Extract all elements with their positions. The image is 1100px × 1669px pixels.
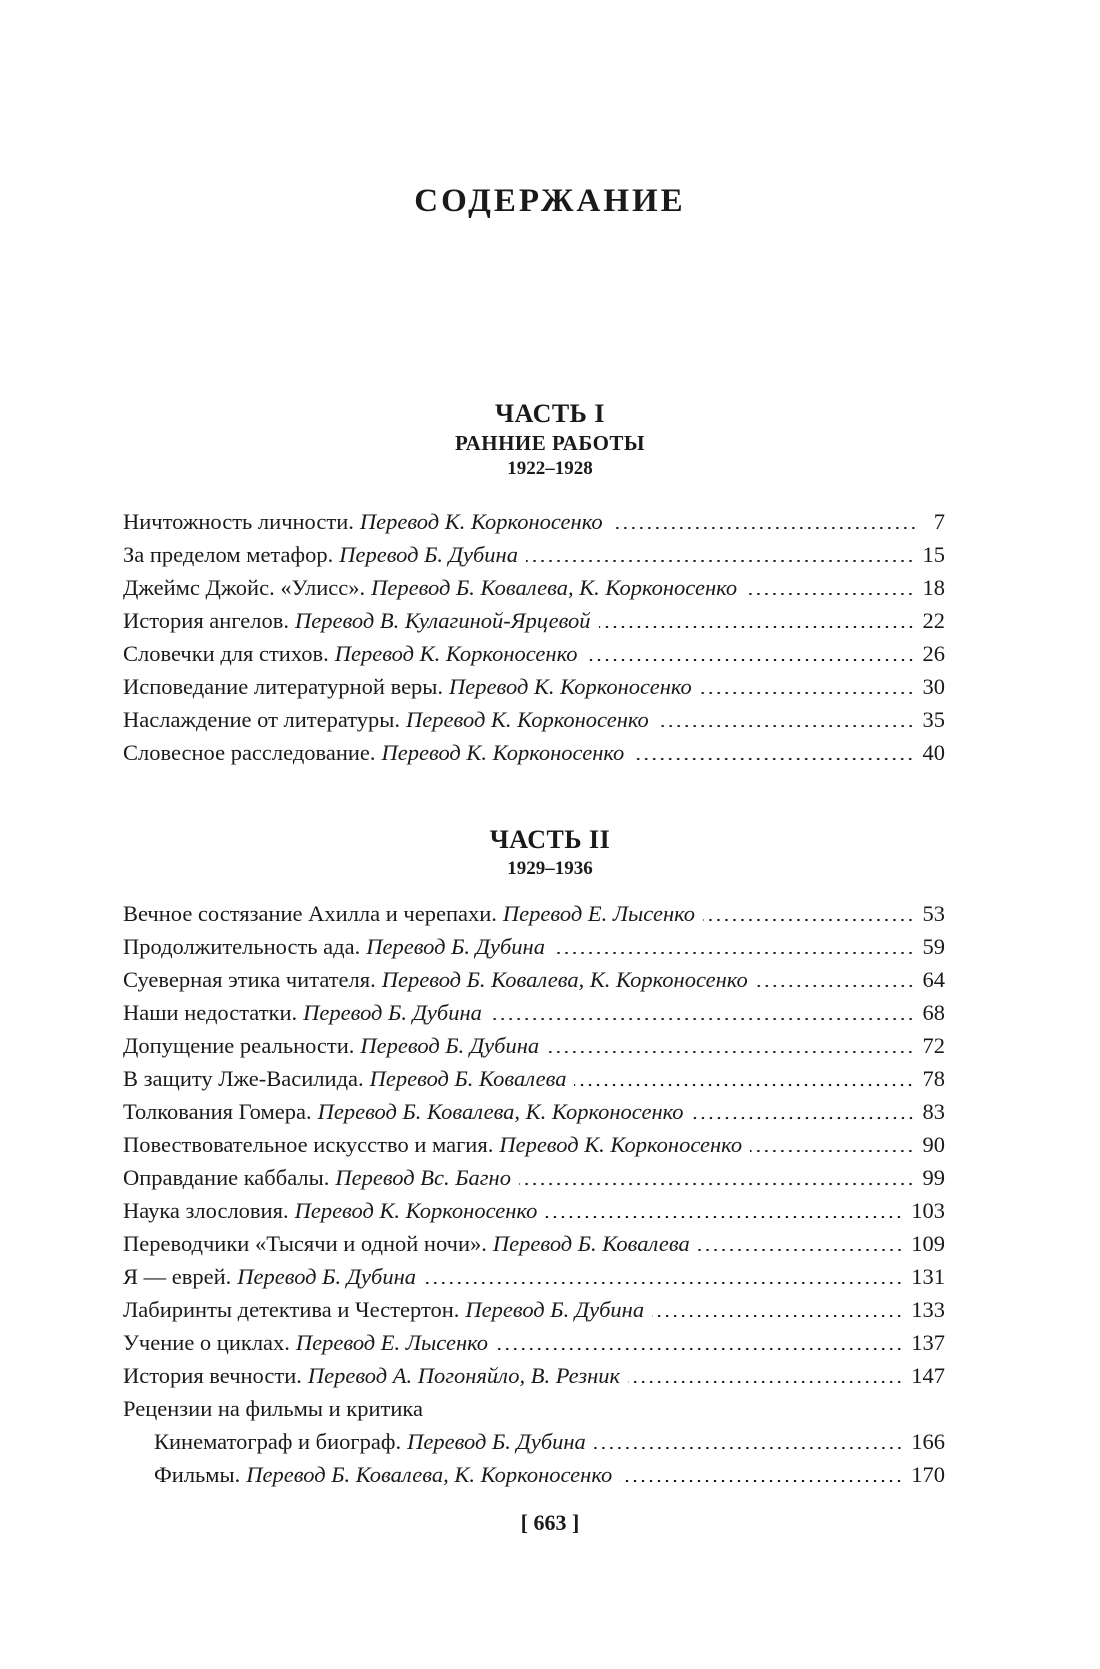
toc-entry[interactable] [123,1359,945,1392]
entry-title: Наши недостатки. [123,1000,298,1025]
toc-entry[interactable] [123,637,945,670]
dot-leader [424,1282,903,1284]
toc-entry[interactable] [123,1128,945,1161]
entry-page-number: 90 [922,1132,945,1157]
entry-page-number: 22 [922,608,945,633]
entry-page-number: 7 [933,509,945,534]
entry-translator: Перевод Б. Ковалева, К. Корконосенко [381,967,748,992]
entry-title: Переводчики «Тысячи и одной ночи». [123,1231,487,1256]
entry-translator: Перевод Б. Ковалева [369,1066,567,1091]
toc-entry[interactable] [123,1095,945,1128]
dot-leader [750,1150,914,1152]
toc-entry[interactable] [123,670,945,703]
entry-title: Словесное расследование. [123,740,376,765]
toc-entry[interactable] [123,996,945,1029]
dot-leader [526,560,915,562]
entry-title: За пределом метафор. [123,542,334,567]
entry-page-number: 170 [911,1462,945,1487]
entry-page-number: 133 [911,1297,945,1322]
entry-translator: Перевод Б. Дубина [366,934,545,959]
dot-leader [545,1216,903,1218]
toc-entry[interactable] [123,703,945,736]
entry-title: История ангелов. [123,608,289,633]
toc-entry[interactable] [123,1326,945,1359]
dot-leader [745,593,914,595]
toc-entry[interactable] [123,1161,945,1194]
toc-entry[interactable] [123,1062,945,1095]
toc-entry[interactable] [123,1260,945,1293]
entry-title: Наслаждение от литературы. [123,707,401,732]
dot-leader [496,1348,903,1350]
entry-title: Фильмы. [154,1462,241,1487]
entry-translator: Перевод Б. Дубина [237,1264,416,1289]
entry-translator: Перевод Е. Лысенко [295,1330,489,1355]
toc-sub-entry[interactable] [123,1425,945,1458]
entry-title: Лабиринты детектива и Честертон. [123,1297,460,1322]
part-1-name: ЧАСТЬ I [495,399,605,428]
entry-translator: Перевод Б. Дубина [303,1000,482,1025]
entry-translator: Перевод Б. Ковалева, К. Корконосенко [317,1099,684,1124]
dot-leader [628,1381,903,1383]
dot-leader [698,1249,904,1251]
entry-title: Повествовательное искусство и магия. [123,1132,494,1157]
dot-leader [594,1447,903,1449]
entry-page-number: 109 [911,1231,945,1256]
dot-leader [490,1018,915,1020]
entry-title: Я — еврей. [123,1264,232,1289]
dot-leader [652,1315,903,1317]
entry-title: Продолжительность ада. [123,934,361,959]
toc-entry[interactable] [123,505,945,538]
entry-title: Учение о циклах. [123,1330,290,1355]
entry-page-number: 68 [922,1000,945,1025]
entry-title: Ничтожность личности. [123,509,354,534]
part-1-subtitle: РАННИЕ РАБОТЫ [454,430,646,455]
page-title: СОДЕРЖАНИЕ [414,183,686,219]
entry-translator: Перевод Б. Ковалева [492,1231,690,1256]
page-number: [ 663 ] [520,1510,580,1535]
dot-leader [620,1480,903,1482]
entry-translator: Перевод В. Кулагиной-Ярцевой [294,608,591,633]
entry-page-number: 53 [922,901,945,926]
dot-leader [632,758,914,760]
dot-leader [547,1051,914,1053]
dot-leader [574,1084,914,1086]
entry-translator: Перевод Е. Лысенко [502,901,696,926]
dot-leader [692,1117,915,1119]
entry-translator: Перевод К. Корконосенко [359,509,603,534]
dot-leader [611,527,917,529]
entry-title: Вечное состязание Ахилла и черепахи. [123,901,497,926]
part-2-years: 1929–1936 [507,857,593,879]
entry-translator: Перевод Б. Дубина [360,1033,540,1058]
entry-title: Допущение реальности. [123,1033,355,1058]
part-2-heading [0,825,1100,880]
toc-entry[interactable] [123,604,945,637]
toc-entry[interactable] [123,1293,945,1326]
dot-leader [756,985,915,987]
entry-page-number: 35 [922,707,945,732]
entry-page-number: 40 [922,740,945,765]
entry-page-number: 59 [922,934,945,959]
dot-leader [553,952,915,954]
dot-leader [599,626,915,628]
entry-title: Толкования Гомера. [123,1099,312,1124]
entry-title: История вечности. [123,1363,302,1388]
dot-leader [586,659,915,661]
part-2-toc-list [123,897,945,1491]
entry-title: Словечки для стихов. [123,641,329,666]
entry-page-number: 18 [922,575,945,600]
part-2-name: ЧАСТЬ II [489,825,611,854]
toc-entry[interactable] [123,897,945,930]
dot-leader [519,1183,915,1185]
entry-title: Суеверная этика читателя. [123,967,376,992]
entry-page-number: 72 [922,1033,945,1058]
entry-title: Наука злословия. [123,1198,289,1223]
entry-page-number: 64 [922,967,945,992]
toc-entry[interactable] [123,571,945,604]
entry-page-number: 147 [911,1363,945,1388]
dot-leader [700,692,915,694]
entry-translator: Перевод К. Корконосенко [334,641,578,666]
entry-page-number: 30 [922,674,945,699]
entry-translator: Перевод А. Погоняйло, В. Резник [307,1363,621,1388]
toc-entry[interactable] [123,1029,945,1062]
entry-title: Кинематограф и биограф. [154,1429,402,1454]
entry-page-number: 83 [922,1099,945,1124]
entry-title: В защиту Лже-Василида. [123,1066,364,1091]
entry-translator: Перевод К. Корконосенко [449,674,692,699]
entry-page-number: 78 [922,1066,945,1091]
part-1-years: 1922–1928 [507,458,593,480]
entry-translator: Перевод К. Корконосенко [381,740,625,765]
group-heading-text: Рецензии на фильмы и критика [123,1396,423,1421]
entry-page-number: 137 [911,1330,945,1355]
toc-entry[interactable] [123,736,945,769]
toc-entry[interactable] [123,1227,945,1260]
toc-group-heading [123,1392,945,1425]
entry-title: Джеймс Джойс. «Улисс». [123,575,366,600]
toc-entry[interactable] [123,930,945,963]
entry-page-number: 166 [911,1429,945,1454]
part-1-heading [0,399,1100,480]
entry-translator: Перевод Б. Ковалева, К. Корконосенко [371,575,738,600]
toc-entry[interactable] [123,963,945,996]
dot-leader [657,725,915,727]
entry-page-number: 131 [911,1264,945,1289]
entry-title: Оправдание каббалы. [123,1165,330,1190]
entry-translator: Перевод Б. Дубина [465,1297,645,1322]
entry-translator: Перевод К. Корконосенко [499,1132,743,1157]
entry-translator: Перевод Вс. Багно [335,1165,511,1190]
part-1-toc-list [123,505,945,769]
entry-page-number: 103 [911,1198,945,1223]
entry-title: Исповедание литературной веры. [123,674,444,699]
entry-translator: Перевод Б. Ковалева, К. Корконосенко [246,1462,613,1487]
toc-entry[interactable] [123,1194,945,1227]
entry-translator: Перевод К. Корконосенко [294,1198,538,1223]
entry-translator: Перевод К. Корконосенко [406,707,649,732]
toc-sub-entry[interactable] [123,1458,945,1491]
entry-translator: Перевод Б. Дубина [339,542,518,567]
entry-page-number: 99 [922,1165,945,1190]
entry-page-number: 26 [922,641,945,666]
toc-entry[interactable] [123,538,945,571]
entry-translator: Перевод Б. Дубина [407,1429,586,1454]
dot-leader [703,919,914,921]
entry-page-number: 15 [922,542,945,567]
